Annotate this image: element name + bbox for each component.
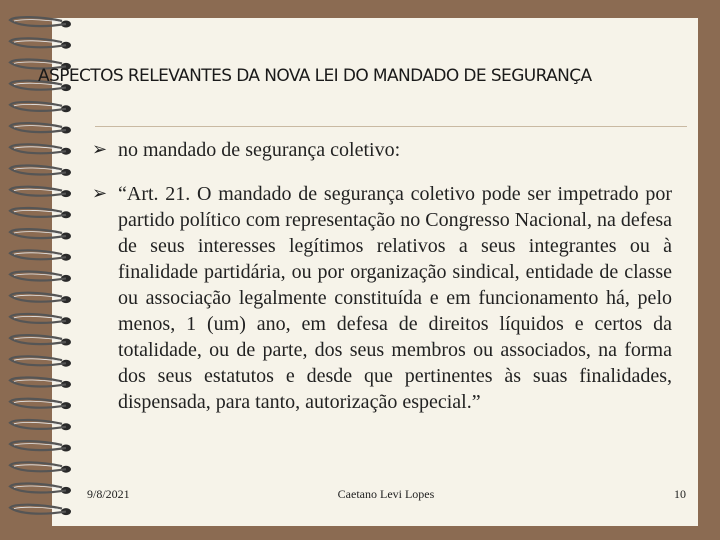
arrow-bullet-icon: ➢: [92, 139, 108, 160]
ring-icon: [10, 17, 71, 27]
arrow-bullet-icon: ➢: [92, 183, 108, 204]
ring-icon: [10, 378, 71, 388]
footer-author: Caetano Levi Lopes: [337, 487, 435, 501]
ring-icon: [10, 462, 71, 472]
ring-icon: [10, 229, 71, 239]
ring-icon: [10, 250, 71, 260]
footer-page-number: 10: [674, 487, 686, 501]
ring-icon: [10, 272, 71, 282]
ring-icon: [10, 166, 71, 176]
ring-icon: [10, 399, 71, 409]
ring-icon: [10, 38, 71, 48]
ring-icon: [10, 123, 71, 133]
title-divider: [95, 126, 687, 127]
footer-date: 9/8/2021: [87, 487, 130, 501]
ring-icon: [10, 208, 71, 218]
ring-icon: [10, 505, 71, 515]
ring-icon: [10, 356, 71, 366]
bullet-item: [92, 137, 672, 163]
slide-title: ASPECTOS RELEVANTES DA NOVA LEI DO MANDADO DE SEGURANÇA: [38, 66, 592, 86]
ring-icon: [10, 420, 71, 430]
ring-icon: [10, 441, 71, 451]
bullet-item: [92, 181, 672, 415]
ring-icon: [10, 293, 71, 303]
bullet-text: “Art. 21. O mandado de segurança coletivo pode ser impetrado por partido político com representação no Congresso Nacional, na defesa de seus interesses legítimos relativos a seus integrantes ou à finalidade partidária, ou por organização sindical, entidade de classe ou associação legalmente constituída e em funcionamento há, pelo menos, 1 (um) ano, em defesa de direitos líquidos e certos da totalidade, ou de parte, dos seus membros ou associados, na forma dos seus estatutos e desde que pertinentes às suas finalidades, dispensada, para tanto, autorização especial.”: [118, 183, 672, 413]
ring-icon: [10, 187, 71, 197]
ring-icon: [10, 102, 71, 112]
ring-icon: [10, 335, 71, 345]
ring-icon: [10, 144, 71, 154]
ring-icon: [10, 314, 71, 324]
bullet-text: no mandado de segurança coletivo:: [118, 139, 401, 161]
